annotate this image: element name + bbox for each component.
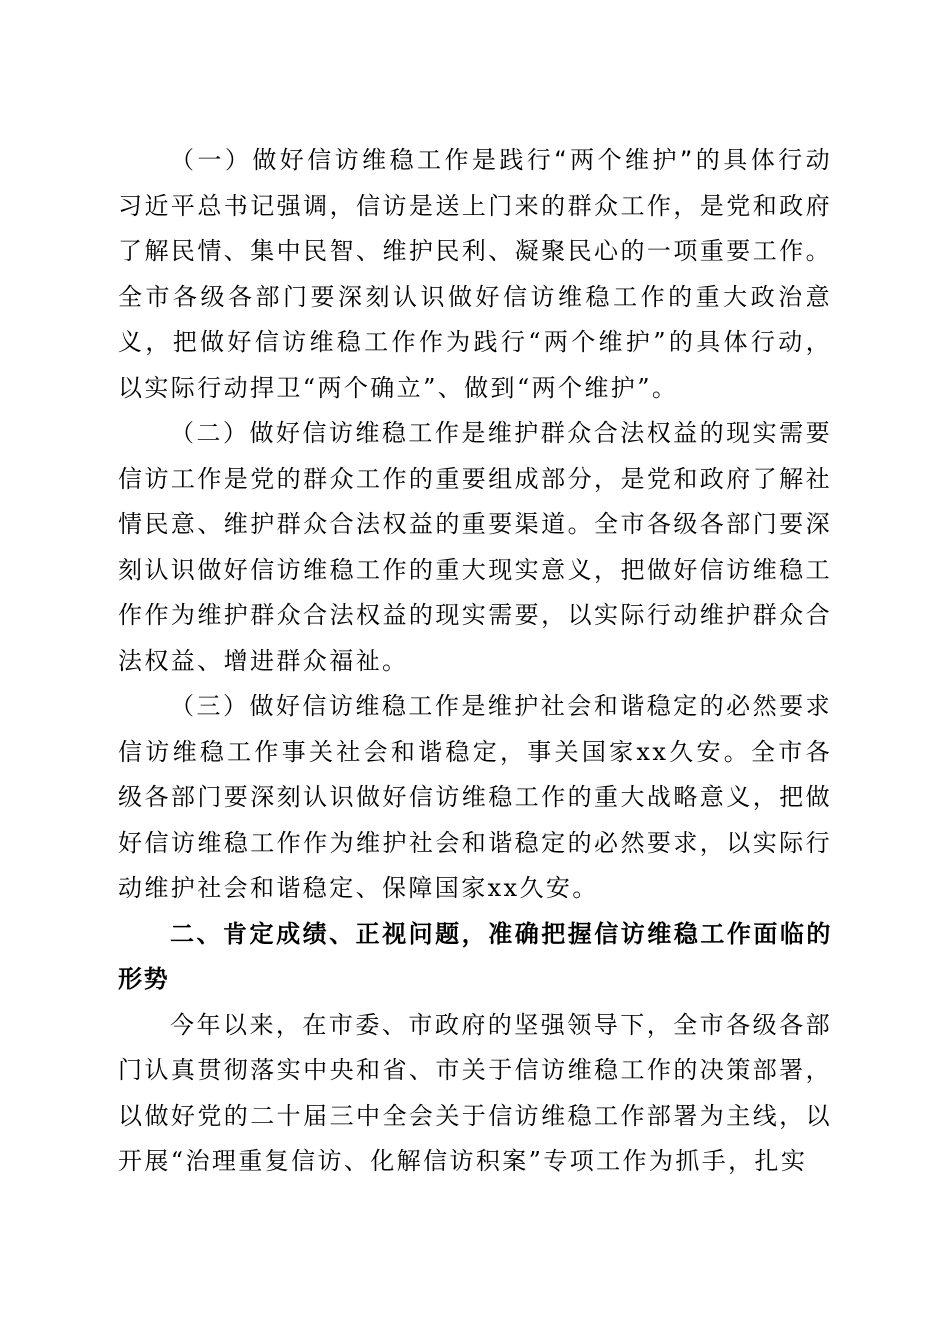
- section-1-body: 习近平总书记强调，信访是送上门来的群众工作，是党和政府了解民情、集中民智、维护民利、凝聚民心的一项重要工作。全市各级各部门要深刻认识做好信访维稳工作的重大政治意义，把做好信访维稳工作作为践行“两个维护”的具体行动，以实际行动捍卫“两个确立”、做到“两个维护”。: [118, 191, 832, 402]
- section-2-paragraph: [118, 411, 832, 684]
- section-1-paragraph: [118, 138, 832, 411]
- part-two-heading: 二、肯定成绩、正视问题，准确把握信访维稳工作面临的形势: [118, 919, 832, 993]
- section-3-paragraph: [118, 684, 832, 912]
- section-1-heading: （一）做好信访维稳工作是践行“两个维护”的具体行动: [170, 146, 832, 174]
- section-2-body: 信访工作是党的群众工作的重要组成部分，是党和政府了解社情民意、维护群众合法权益的重要渠道。全市各级各部门要深刻认识做好信访维稳工作的重大现实意义，把做好信访维稳工作作为维护群众合法权益的现实需要，以实际行动维护群众合法权益、增进群众福祉。: [118, 464, 832, 675]
- section-3-body: 信访维稳工作事关社会和谐稳定，事关国家xx久安。全市各级各部门要深刻认识做好信访维稳工作的重大战略意义，把做好信访维稳工作作为维护社会和谐稳定的必然要求，以实际行动维护社会和谐稳定、保障国家xx久安。: [118, 737, 832, 902]
- part-two-body: 今年以来，在市委、市政府的坚强领导下，全市各级各部门认真贯彻落实中央和省、市关于信访维稳工作的决策部署，以做好党的二十届三中全会关于信访维稳工作部署为主线，以开展“治理重复信访、化解信访积案”专项工作为抓手，扎实: [118, 1010, 832, 1175]
- section-2-heading: （二）做好信访维稳工作是维护群众合法权益的现实需要: [170, 419, 832, 447]
- document-page: [118, 138, 832, 1185]
- section-3-heading: （三）做好信访维稳工作是维护社会和谐稳定的必然要求: [170, 692, 832, 720]
